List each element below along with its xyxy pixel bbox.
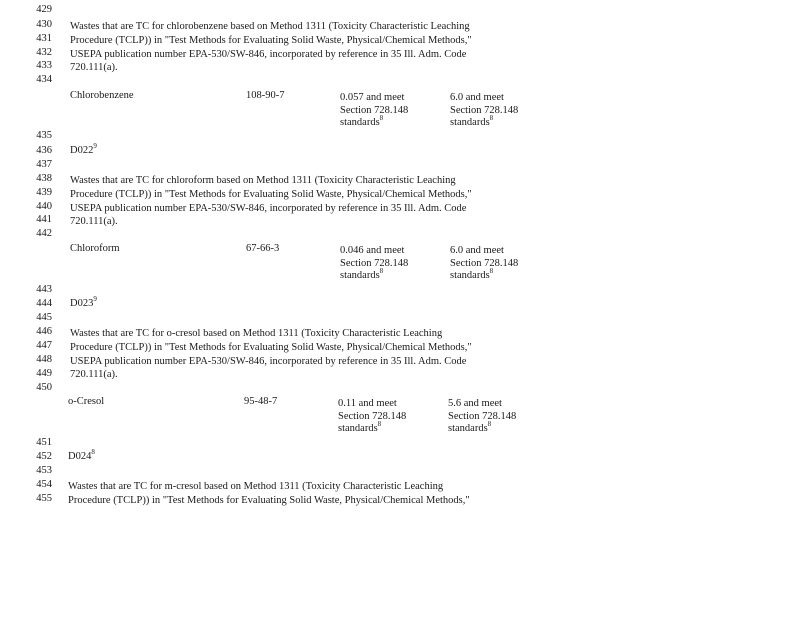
- standard-section: Section 728.148: [340, 104, 409, 116]
- line-number: 442: [36, 228, 52, 239]
- paragraph-line: 720.111(a).: [70, 62, 118, 73]
- footnote-ref: 8: [379, 266, 384, 275]
- nonwastewater-standard: [450, 92, 518, 130]
- line-number: 436: [36, 145, 52, 156]
- chemical-name: Chloroform: [70, 243, 120, 254]
- line-number: 448: [36, 354, 52, 365]
- line-number: 434: [36, 74, 52, 85]
- standard-section: Section 728.148: [340, 257, 409, 269]
- standard-value: 5.6 and meet: [448, 398, 502, 409]
- footnote-ref: 8: [91, 447, 95, 456]
- line-number: 431: [36, 33, 52, 44]
- footnote-ref: 8: [489, 113, 494, 122]
- standard-standards: standards$^8$: [340, 113, 384, 128]
- standard-section: Section 728.148: [338, 410, 407, 422]
- standard-value: 6.0 and meet: [450, 92, 504, 103]
- paragraph-line: USEPA publication number EPA-530/SW-846, incorporated by reference in 35 Ill. Adm. Code: [70, 203, 467, 214]
- paragraph-line: Procedure (TCLP)) in "Test Methods for Evaluating Solid Waste, Physical/Chemical Methods,": [70, 189, 472, 200]
- footnote-ref: 9: [93, 294, 97, 303]
- paragraph-line: USEPA publication number EPA-530/SW-846, incorporated by reference in 35 Ill. Adm. Code: [70, 356, 467, 367]
- waste-code: $D023^9$: [70, 294, 97, 309]
- standard-section: Section 728.148: [450, 257, 519, 269]
- nonwastewater-standard: [450, 245, 518, 283]
- wastewater-standard: [338, 398, 406, 436]
- line-number: 429: [36, 4, 52, 15]
- line-number: 439: [36, 187, 52, 198]
- line-number: 437: [36, 159, 52, 170]
- standard-section: Section 728.148: [448, 410, 517, 422]
- line-number: 440: [36, 201, 52, 212]
- cas-number: 95-48-7: [244, 396, 278, 407]
- line-number: 453: [36, 465, 52, 476]
- paragraph-line: Procedure (TCLP)) in "Test Methods for Evaluating Solid Waste, Physical/Chemical Methods,": [70, 342, 472, 353]
- standard-value: 0.057 and meet: [340, 92, 405, 103]
- line-number: 444: [36, 298, 52, 309]
- footnote-ref: 8: [487, 419, 492, 428]
- line-number: 446: [36, 326, 52, 337]
- line-number: 447: [36, 340, 52, 351]
- footnote-ref: 8: [489, 266, 494, 275]
- paragraph-line: Procedure (TCLP)) in "Test Methods for Evaluating Solid Waste, Physical/Chemical Methods,": [70, 35, 472, 46]
- standard-standards: standards$^8$: [450, 113, 494, 128]
- paragraph-line: Procedure (TCLP)) in "Test Methods for Evaluating Solid Waste, Physical/Chemical Methods,": [68, 495, 470, 506]
- line-number: 450: [36, 382, 52, 393]
- nonwastewater-standard: [448, 398, 516, 436]
- waste-code: $D024^8$: [68, 447, 95, 462]
- standard-value: 6.0 and meet: [450, 245, 504, 256]
- standard-value: 0.11 and meet: [338, 398, 397, 409]
- wastewater-standard: [340, 245, 408, 283]
- footnote-ref: 8: [379, 113, 384, 122]
- paragraph-line: Wastes that are TC for m-cresol based on Method 1311 (Toxicity Characteristic Leaching: [68, 481, 444, 492]
- footnote-ref: 9: [93, 141, 97, 150]
- line-number: 430: [36, 19, 52, 30]
- chemical-name: Chlorobenzene: [70, 90, 134, 101]
- paragraph-line: Wastes that are TC for o-cresol based on Method 1311 (Toxicity Characteristic Leaching: [70, 328, 443, 339]
- paragraph-line: 720.111(a).: [70, 216, 118, 227]
- line-number: 443: [36, 284, 52, 295]
- line-number: 454: [36, 479, 52, 490]
- footnote-ref: 8: [377, 419, 382, 428]
- waste-code: $D022^9$: [70, 141, 97, 156]
- cas-number: 67-66-3: [246, 243, 280, 254]
- standard-section: Section 728.148: [450, 104, 519, 116]
- line-number: 441: [36, 214, 52, 225]
- line-number: 449: [36, 368, 52, 379]
- paragraph-line: Wastes that are TC for chloroform based on Method 1311 (Toxicity Characteristic Leaching: [70, 175, 456, 186]
- paragraph-line: 720.111(a).: [70, 369, 118, 380]
- line-number: 435: [36, 130, 52, 141]
- standard-value: 0.046 and meet: [340, 245, 405, 256]
- standard-standards: standards$^8$: [448, 419, 492, 434]
- standard-standards: standards$^8$: [338, 419, 382, 434]
- line-number: 455: [36, 493, 52, 504]
- paragraph-line: Wastes that are TC for chlorobenzene based on Method 1311 (Toxicity Characteristic Leaching: [70, 21, 470, 32]
- standard-standards: standards$^8$: [340, 266, 384, 281]
- wastewater-standard: [340, 92, 408, 130]
- line-number: 451: [36, 437, 52, 448]
- line-number: 432: [36, 47, 52, 58]
- chemical-name: o-Cresol: [68, 396, 105, 407]
- paragraph-line: USEPA publication number EPA-530/SW-846, incorporated by reference in 35 Ill. Adm. Code: [70, 49, 467, 60]
- line-number: 438: [36, 173, 52, 184]
- standard-standards: standards$^8$: [450, 266, 494, 281]
- line-number: 433: [36, 60, 52, 71]
- cas-number: 108-90-7: [246, 90, 285, 101]
- line-number: 452: [36, 451, 52, 462]
- line-number: 445: [36, 312, 52, 323]
